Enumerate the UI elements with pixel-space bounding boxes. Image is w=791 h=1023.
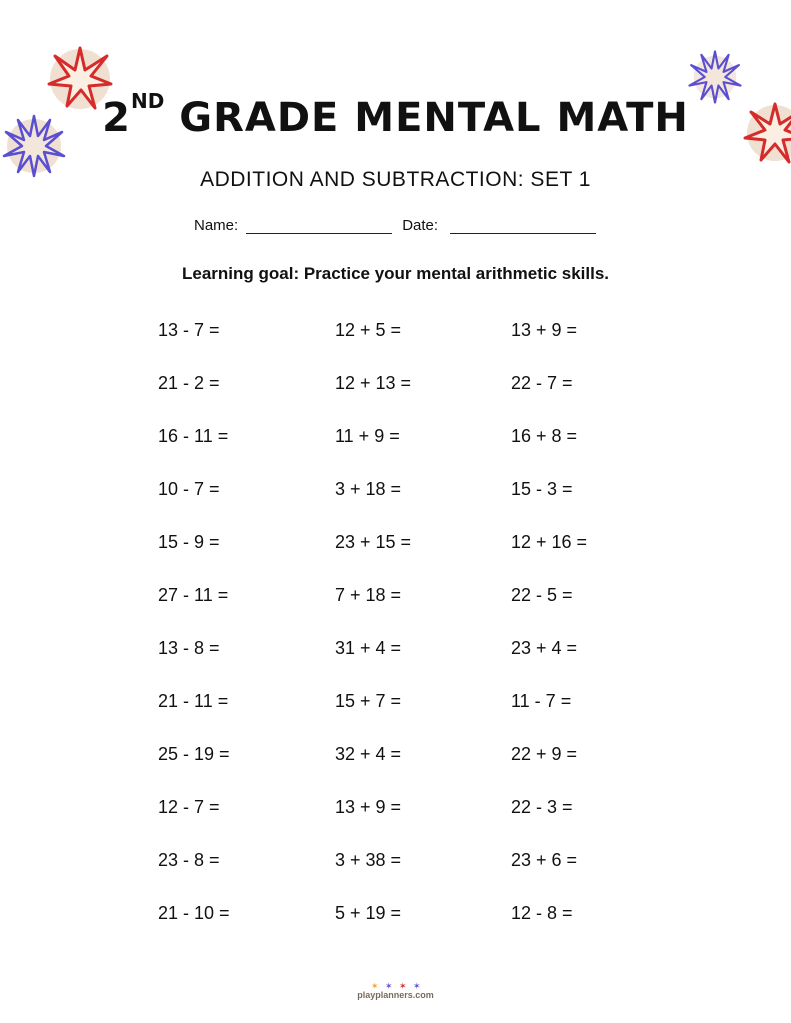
problem: 16 + 8 =	[511, 426, 578, 446]
problem: 22 - 3 =	[511, 797, 573, 817]
svg-text:✶: ✶	[398, 982, 407, 990]
problem: 12 - 7 =	[158, 797, 220, 817]
title-text: GRADE MENTAL MATH	[179, 95, 689, 141]
problem: 11 + 9 =	[335, 426, 400, 446]
problem: 21 - 11 =	[158, 691, 229, 711]
problem: 12 + 5 =	[335, 320, 402, 340]
name-field[interactable]	[246, 217, 392, 234]
problem: 13 + 9 =	[335, 797, 402, 817]
problem: 25 - 19 =	[158, 744, 230, 764]
page-title	[0, 89, 791, 141]
problem: 12 + 13 =	[335, 373, 412, 393]
problem: 15 + 7 =	[335, 691, 402, 711]
problem: 23 + 15 =	[335, 532, 412, 552]
footer-logo	[0, 980, 791, 1000]
problem: 15 - 3 =	[511, 479, 573, 499]
problem: 15 - 9 =	[158, 532, 220, 552]
problem: 12 + 16 =	[511, 532, 588, 552]
problem: 23 + 4 =	[511, 638, 578, 658]
problem: 7 + 18 =	[335, 585, 402, 605]
problem: 3 + 38 =	[335, 850, 402, 870]
footer-brand: playplanners.com	[357, 990, 434, 1000]
page-subtitle: ADDITION AND SUBTRACTION: SET 1	[200, 168, 591, 191]
problem: 13 - 8 =	[158, 638, 220, 658]
learning-goal: Learning goal: Practice your mental arithmetic skills.	[181, 264, 610, 283]
problem: 22 - 5 =	[511, 585, 573, 605]
problem: 22 + 9 =	[511, 744, 578, 764]
problem: 22 - 7 =	[511, 373, 573, 393]
problem: 21 - 2 =	[158, 373, 220, 393]
name-date-line	[194, 217, 596, 234]
problem: 23 + 6 =	[511, 850, 578, 870]
logo-stars-icon	[361, 980, 431, 990]
problem: 27 - 11 =	[158, 585, 229, 605]
problem: 32 + 4 =	[335, 744, 402, 764]
problem: 12 - 8 =	[511, 903, 573, 923]
date-field[interactable]	[450, 217, 596, 234]
title-number: 2	[102, 95, 131, 141]
svg-text:✶: ✶	[370, 982, 379, 990]
problem: 11 - 7 =	[511, 691, 572, 711]
problem: 21 - 10 =	[158, 903, 230, 923]
problem: 3 + 18 =	[335, 479, 402, 499]
svg-text:✶: ✶	[412, 982, 421, 990]
problem: 16 - 11 =	[158, 426, 229, 446]
name-label: Name:	[194, 217, 239, 234]
problem: 23 - 8 =	[158, 850, 220, 870]
problem: 13 + 9 =	[511, 320, 578, 340]
problem: 13 - 7 =	[158, 320, 220, 340]
problem: 5 + 19 =	[335, 903, 402, 923]
problem: 10 - 7 =	[158, 479, 220, 499]
title-superscript: ND	[130, 89, 165, 113]
svg-text:✶: ✶	[384, 982, 393, 990]
problem: 31 + 4 =	[335, 638, 402, 658]
date-label: Date:	[402, 217, 439, 234]
